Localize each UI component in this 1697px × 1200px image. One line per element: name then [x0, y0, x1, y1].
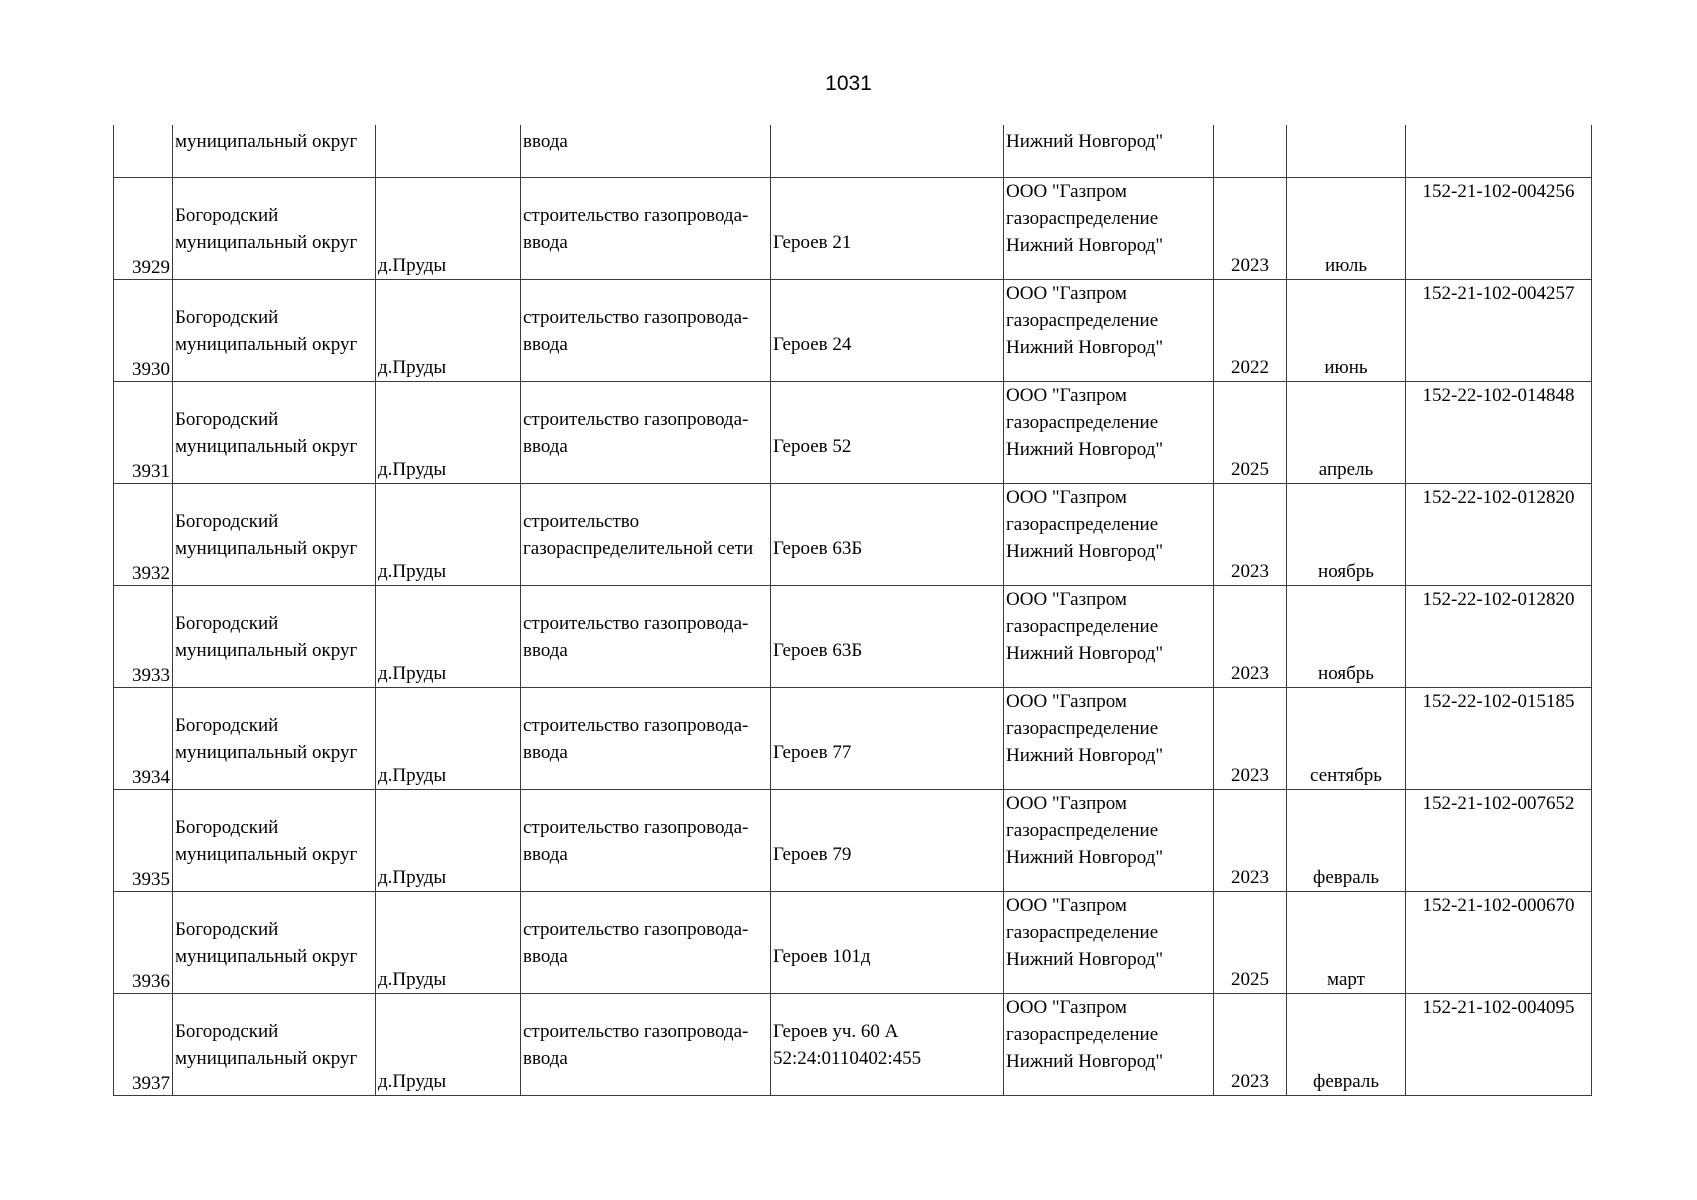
- table-row: [114, 586, 1592, 688]
- data-table: [113, 125, 1592, 1096]
- district-line-1: Богородский: [175, 306, 279, 328]
- row-number: 3934: [132, 767, 170, 788]
- operator-cell: [1004, 892, 1214, 994]
- address-cell: [771, 892, 1004, 994]
- year-cell: 2023: [1214, 484, 1287, 586]
- district-line-2: муниципальный округ: [175, 945, 358, 967]
- district-cell: муниципальный округ: [173, 125, 376, 178]
- work-type-line-1: строительство газопровода-: [523, 816, 749, 838]
- district-cell: [173, 178, 376, 280]
- operator-line-3: Нижний Новгород": [1006, 949, 1164, 970]
- district-line-2: муниципальный округ: [175, 639, 358, 661]
- year-cell: 2022: [1214, 280, 1287, 382]
- operator-line-3: Нижний Новгород": [1006, 235, 1164, 256]
- address-line-2: Героев 63Б: [773, 639, 863, 661]
- month-cell: март: [1287, 892, 1406, 994]
- operator-line-2: газораспределение: [1006, 310, 1159, 331]
- operator-line-3: Нижний Новгород": [1006, 541, 1164, 562]
- address-cell: [771, 586, 1004, 688]
- operator-line-1: ООО "Газпром: [1006, 181, 1127, 202]
- locality-cell: д.Пруды: [376, 790, 521, 892]
- address-line-1: [773, 916, 1001, 943]
- district-line-2: муниципальный округ: [175, 537, 358, 559]
- year-cell: 2023: [1214, 586, 1287, 688]
- district-line-1: Богородский: [175, 612, 279, 634]
- locality-cell: д.Пруды: [376, 994, 521, 1096]
- locality-cell: д.Пруды: [376, 892, 521, 994]
- row-number-cell: [114, 994, 173, 1096]
- table-row: [114, 790, 1592, 892]
- address-line-2: Героев 52: [773, 435, 852, 457]
- work-type-line-2: ввода: [523, 945, 568, 967]
- district-line-1: Богородский: [175, 204, 279, 226]
- code-cell: 152-22-102-012820: [1406, 586, 1592, 688]
- address-line-1: [773, 712, 1001, 739]
- work-type-cell: [521, 280, 771, 382]
- address-line-1: Героев уч. 60 А: [773, 1020, 899, 1042]
- operator-cell: [1004, 280, 1214, 382]
- address-cell: [771, 125, 1004, 178]
- work-type-line-1: строительство газопровода-: [523, 408, 749, 430]
- table-row: [114, 178, 1592, 280]
- code-cell: [1406, 125, 1592, 178]
- month-cell: апрель: [1287, 382, 1406, 484]
- address-cell: [771, 994, 1004, 1096]
- address-line-2: Героев 21: [773, 231, 852, 253]
- operator-cell: [1004, 994, 1214, 1096]
- work-type-cell: [521, 790, 771, 892]
- district-line-1: Богородский: [175, 918, 279, 940]
- operator-cell: [1004, 484, 1214, 586]
- operator-cell: [1004, 790, 1214, 892]
- district-cell: [173, 586, 376, 688]
- code-cell: 152-21-102-004257: [1406, 280, 1592, 382]
- operator-line-1: ООО "Газпром: [1006, 487, 1127, 508]
- operator-line-2: газораспределение: [1006, 1024, 1159, 1045]
- operator-line-3: Нижний Новгород": [1006, 745, 1164, 766]
- work-type-line-1: строительство газопровода-: [523, 306, 749, 328]
- operator-line-2: газораспределение: [1006, 820, 1159, 841]
- work-type-cell: [521, 382, 771, 484]
- address-line-1: [773, 406, 1001, 433]
- row-number-cell: [114, 125, 173, 178]
- year-cell: 2023: [1214, 688, 1287, 790]
- district-cell: [173, 994, 376, 1096]
- table-row: [114, 994, 1592, 1096]
- address-line-1: [773, 304, 1001, 331]
- address-line-1: [773, 610, 1001, 637]
- address-line-2: Героев 101д: [773, 945, 871, 967]
- month-cell: [1287, 125, 1406, 178]
- address-line-2: Героев 63Б: [773, 537, 863, 559]
- code-cell: 152-22-102-012820: [1406, 484, 1592, 586]
- code-cell: 152-22-102-014848: [1406, 382, 1592, 484]
- work-type-cell: [521, 892, 771, 994]
- month-cell: июль: [1287, 178, 1406, 280]
- operator-cell: [1004, 688, 1214, 790]
- district-cell: [173, 790, 376, 892]
- month-cell: сентябрь: [1287, 688, 1406, 790]
- operator-line-3: Нижний Новгород": [1006, 847, 1164, 868]
- row-number: 3936: [132, 971, 170, 992]
- operator-line-3: Нижний Новгород": [1006, 439, 1164, 460]
- code-cell: 152-21-102-004256: [1406, 178, 1592, 280]
- row-number: 3935: [132, 869, 170, 890]
- district-cell: [173, 280, 376, 382]
- district-line-2: муниципальный округ: [175, 741, 358, 763]
- operator-line-2: газораспределение: [1006, 208, 1159, 229]
- row-number-cell: [114, 178, 173, 280]
- operator-line-1: ООО "Газпром: [1006, 895, 1127, 916]
- district-cell: [173, 892, 376, 994]
- district-line-1: Богородский: [175, 714, 279, 736]
- district-line-1: Богородский: [175, 408, 279, 430]
- table-row: [114, 382, 1592, 484]
- month-cell: ноябрь: [1287, 484, 1406, 586]
- code-cell: 152-21-102-004095: [1406, 994, 1592, 1096]
- month-cell: февраль: [1287, 994, 1406, 1096]
- locality-cell: д.Пруды: [376, 178, 521, 280]
- code-cell: 152-22-102-015185: [1406, 688, 1592, 790]
- operator-line-1: ООО "Газпром: [1006, 691, 1127, 712]
- locality-cell: д.Пруды: [376, 484, 521, 586]
- table-row: [114, 688, 1592, 790]
- page-number: 1031: [825, 72, 872, 95]
- address-line-1: [773, 508, 1001, 535]
- year-cell: [1214, 125, 1287, 178]
- operator-line-2: газораспределение: [1006, 412, 1159, 433]
- month-cell: июнь: [1287, 280, 1406, 382]
- operator-line-2: газораспределение: [1006, 616, 1159, 637]
- work-type-line-2: ввода: [523, 435, 568, 457]
- row-number-cell: [114, 484, 173, 586]
- work-type-cell: [521, 586, 771, 688]
- year-cell: 2023: [1214, 178, 1287, 280]
- row-number: 3929: [132, 257, 170, 278]
- table-row: [114, 484, 1592, 586]
- address-cell: [771, 484, 1004, 586]
- work-type-cell: [521, 484, 771, 586]
- row-number-cell: [114, 382, 173, 484]
- work-type-cell: [521, 688, 771, 790]
- row-number-cell: [114, 790, 173, 892]
- row-number-cell: [114, 688, 173, 790]
- district-line-2: муниципальный округ: [175, 231, 358, 253]
- operator-cell: Нижний Новгород": [1004, 125, 1214, 178]
- district-line-2: муниципальный округ: [175, 333, 358, 355]
- locality-cell: д.Пруды: [376, 688, 521, 790]
- work-type-line-2: ввода: [523, 639, 568, 661]
- address-line-1: [773, 814, 1001, 841]
- code-cell: 152-21-102-007652: [1406, 790, 1592, 892]
- work-type-line-2: ввода: [523, 333, 568, 355]
- year-cell: 2025: [1214, 892, 1287, 994]
- operator-cell: [1004, 586, 1214, 688]
- row-number: 3931: [132, 461, 170, 482]
- operator-line-3: Нижний Новгород": [1006, 1051, 1164, 1072]
- row-number: 3932: [132, 563, 170, 584]
- district-line-1: Богородский: [175, 510, 279, 532]
- district-line-2: муниципальный округ: [175, 843, 358, 865]
- address-line-2: Героев 77: [773, 741, 852, 763]
- work-type-cell: ввода: [521, 125, 771, 178]
- district-line-2: муниципальный округ: [175, 1047, 358, 1069]
- row-number-cell: [114, 586, 173, 688]
- operator-cell: [1004, 178, 1214, 280]
- work-type-line-2: ввода: [523, 231, 568, 253]
- address-cell: [771, 688, 1004, 790]
- address-line-2: Героев 79: [773, 843, 852, 865]
- district-cell: [173, 484, 376, 586]
- operator-line-1: ООО "Газпром: [1006, 793, 1127, 814]
- work-type-line-1: строительство: [523, 510, 640, 532]
- month-cell: февраль: [1287, 790, 1406, 892]
- address-cell: [771, 790, 1004, 892]
- year-cell: 2025: [1214, 382, 1287, 484]
- work-type-line-2: ввода: [523, 843, 568, 865]
- locality-cell: д.Пруды: [376, 280, 521, 382]
- district-cell: [173, 382, 376, 484]
- operator-line-3: Нижний Новгород": [1006, 643, 1164, 664]
- row-number: 3930: [132, 359, 170, 380]
- work-type-line-1: строительство газопровода-: [523, 612, 749, 634]
- work-type-line-2: ввода: [523, 1047, 568, 1069]
- operator-line-1: ООО "Газпром: [1006, 589, 1127, 610]
- operator-line-1: ООО "Газпром: [1006, 385, 1127, 406]
- operator-line-3: Нижний Новгород": [1006, 337, 1164, 358]
- address-cell: [771, 178, 1004, 280]
- work-type-cell: [521, 178, 771, 280]
- district-line-2: муниципальный округ: [175, 435, 358, 457]
- work-type-line-1: строительство газопровода-: [523, 918, 749, 940]
- work-type-line-1: строительство газопровода-: [523, 714, 749, 736]
- work-type-cell: [521, 994, 771, 1096]
- work-type-line-1: строительство газопровода-: [523, 1020, 749, 1042]
- operator-line-1: ООО "Газпром: [1006, 997, 1127, 1018]
- address-cell: [771, 382, 1004, 484]
- operator-line-2: газораспределение: [1006, 514, 1159, 535]
- operator-line-1: ООО "Газпром: [1006, 283, 1127, 304]
- row-number: 3933: [132, 665, 170, 686]
- address-line-1: [773, 202, 1001, 229]
- row-number: 3937: [132, 1073, 170, 1094]
- table-row: [114, 280, 1592, 382]
- district-cell: [173, 688, 376, 790]
- locality-cell: д.Пруды: [376, 382, 521, 484]
- work-type-line-2: газораспределительной сети: [523, 537, 754, 559]
- row-number-cell: [114, 280, 173, 382]
- work-type-line-2: ввода: [523, 741, 568, 763]
- operator-line-2: газораспределение: [1006, 922, 1159, 943]
- code-cell: 152-21-102-000670: [1406, 892, 1592, 994]
- row-number-cell: [114, 892, 173, 994]
- month-cell: ноябрь: [1287, 586, 1406, 688]
- address-line-2: 52:24:0110402:455: [773, 1047, 922, 1069]
- address-cell: [771, 280, 1004, 382]
- continuation-row: [114, 125, 1592, 178]
- locality-cell: [376, 125, 521, 178]
- locality-cell: д.Пруды: [376, 586, 521, 688]
- year-cell: 2023: [1214, 790, 1287, 892]
- address-line-2: Героев 24: [773, 333, 852, 355]
- operator-cell: [1004, 382, 1214, 484]
- year-cell: 2023: [1214, 994, 1287, 1096]
- district-line-1: Богородский: [175, 816, 279, 838]
- operator-line-2: газораспределение: [1006, 718, 1159, 739]
- district-line-1: Богородский: [175, 1020, 279, 1042]
- work-type-line-1: строительство газопровода-: [523, 204, 749, 226]
- table-row: [114, 892, 1592, 994]
